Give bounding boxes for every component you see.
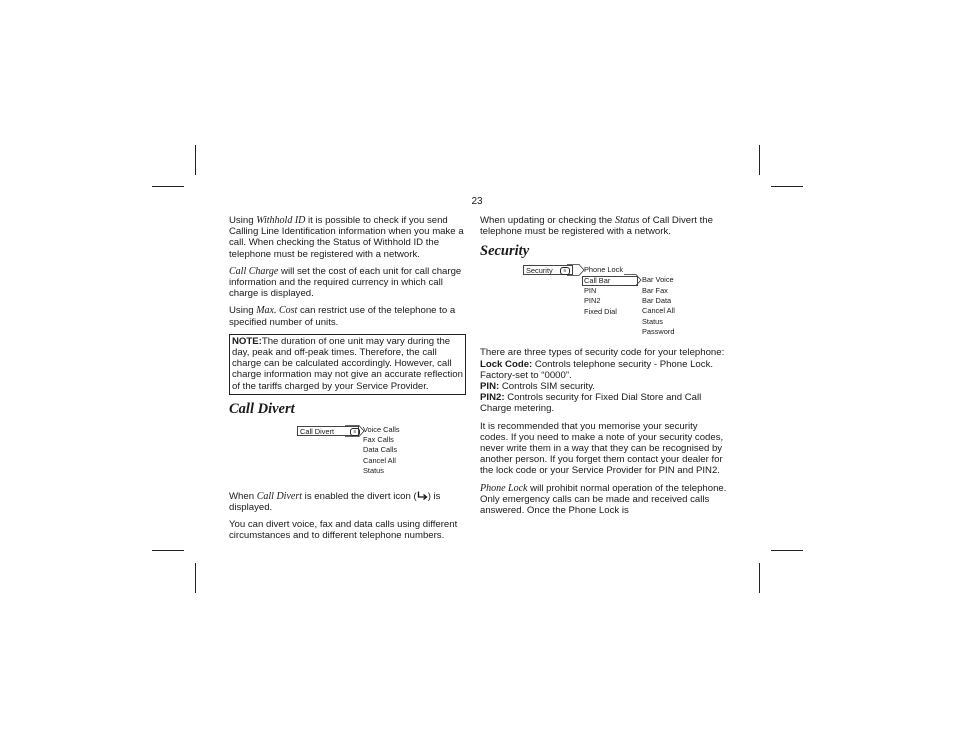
menu-term: Call Charge <box>229 265 279 277</box>
security-menu-diagram <box>480 263 728 347</box>
crop-mark <box>771 186 803 187</box>
lock-code-definition: Lock Code: Controls telephone security - Phone Lock. Factory-set to “0000”. <box>480 358 714 381</box>
menu-option: PIN <box>584 286 597 295</box>
security-heading: Security <box>480 243 530 260</box>
menu-option: PIN2 <box>584 296 601 306</box>
menu-option-selected: Call Bar <box>582 276 638 286</box>
menu-option: Status <box>363 466 384 476</box>
crop-mark <box>195 145 196 175</box>
crop-mark <box>152 186 184 187</box>
status-paragraph: When updating or checking the Status of Call Divert the telephone must be registered with a network. <box>480 215 713 238</box>
menu-option: Bar Fax <box>642 285 668 295</box>
submenu-arrow-icon <box>624 271 644 289</box>
menu-key-icon: ≡ <box>350 428 360 436</box>
page-number: 23 <box>471 196 483 207</box>
menu-option: Fixed Dial <box>584 306 617 316</box>
call-bar-options <box>642 275 675 337</box>
menu-option: Cancel All <box>363 455 396 465</box>
call-divert-heading: Call Divert <box>229 400 295 417</box>
crop-mark <box>759 563 760 593</box>
menu-option: Status <box>642 316 663 326</box>
crop-mark <box>759 145 760 175</box>
note-label: NOTE: <box>232 335 262 347</box>
menu-option: Fax Calls <box>363 435 394 445</box>
withhold-id-paragraph: Using Withhold ID it is possible to check if you send Calling Line Identification information when you make a call. When checking the Status of Withhold ID the telephone must be registered with a network. <box>229 215 464 260</box>
right-column <box>480 215 728 522</box>
menu-term: Withhold ID <box>256 215 306 226</box>
crop-mark <box>152 550 184 551</box>
menu-term: Max. Cost <box>256 305 298 317</box>
menu-option: Bar Data <box>642 296 672 305</box>
menu-arrow-icon <box>345 422 365 440</box>
menu-term: Call Divert <box>256 490 303 502</box>
security-menu-box: Security <box>523 265 573 275</box>
call-divert-menu-box: Call Divert <box>297 426 359 436</box>
menu-option: Data Calls <box>363 445 398 455</box>
menu-option: Bar Voice <box>642 275 674 285</box>
menu-term: Status <box>614 215 640 226</box>
crop-mark <box>195 563 196 593</box>
call-divert-options <box>363 425 400 476</box>
call-divert-menu-diagram <box>229 422 472 486</box>
menu-term: Phone Lock <box>480 482 528 494</box>
divert-arrow-icon <box>417 491 428 500</box>
menu-option: Voice Calls <box>363 424 400 434</box>
phone-lock-paragraph: Phone Lock will prohibit normal operation of the telephone. Only emergency calls can be made and received calls answered. Once the Phone Lock is <box>480 482 727 517</box>
note-box <box>229 334 466 395</box>
pin-definition: PIN: Controls SIM security. <box>480 381 595 393</box>
menu-option: Phone Lock <box>584 265 624 275</box>
left-column <box>229 215 472 548</box>
call-charge-paragraph: Call Charge will set the cost of each unit for call charge information and the required currency in which call charge is displayed. <box>229 265 462 300</box>
menu-option: Cancel All <box>642 306 675 316</box>
menu-key-icon: ≡ <box>560 267 570 275</box>
memorise-paragraph: It is recommended that you memorise your security codes. If you need to make a note of your security codes, never write them in a way that they can be recognised by another person. If you forget them contact your dealer for the lock code or your Service Provider for PIN and PIN2. <box>480 420 724 477</box>
menu-option: Password <box>642 326 675 336</box>
note-text: The duration of one unit may vary during the day, peak and off-peak times. Therefore, the call charge can be calculated accordingly. However, call charge information may not give an accurate reflection of the tariffs charged by your Service Provider. <box>232 335 463 392</box>
max-cost-paragraph: Using Max. Cost can restrict use of the telephone to a specified number of units. <box>229 305 456 328</box>
crop-mark <box>771 550 803 551</box>
pin2-definition: PIN2: Controls security for Fixed Dial Store and Call Charge metering. <box>480 392 702 415</box>
security-codes-intro: There are three types of security code for your telephone: <box>480 347 725 359</box>
divert-circumstances-paragraph: You can divert voice, fax and data calls using different circumstances and to different telephone numbers. <box>229 519 458 542</box>
divert-icon-paragraph: When Call Divert is enabled the divert icon ( ) is displayed. <box>229 490 441 514</box>
